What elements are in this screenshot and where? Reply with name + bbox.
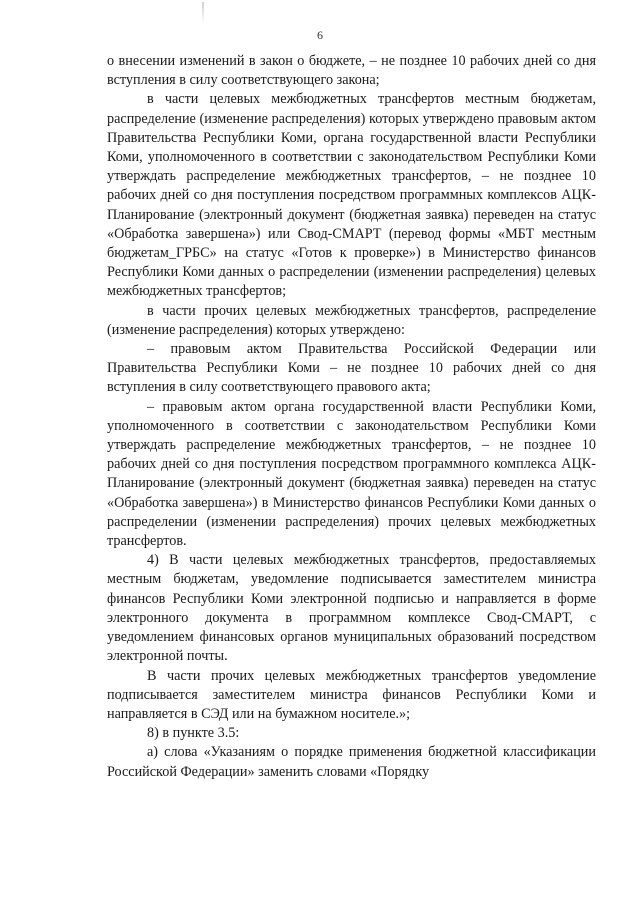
- paragraph-5: – правовым актом органа государственной власти Республики Коми, уполномоченного в соответствии с законодательством Республики Коми утверждать распределение межбюджетных трансфертов, – не позднее 10 рабочих дней со дня поступления посредством программного комплекса АЦК-Планирование (электронный документ (бюджетная заявка) переведен на статус «Обработка завершена») в Министерство финансов Республики Коми данных о распределении (изменении распределения) прочих целевых межбюджетных трансфертов.: [107, 398, 596, 550]
- paragraph-8: 8) в пункте 3.5:: [147, 725, 240, 742]
- paragraph-6: 4) В части целевых межбюджетных трансфертов, предоставляемых местным бюджетам, уведомление подписывается заместителем министра финансов Республики Коми электронной подписью и направляется в форме электронного документа в программном комплексе Свод-СМАРТ, с уведомлением финансовых органов муниципальных образований посредством электронной почты.: [107, 552, 596, 665]
- paragraph-3: в части прочих целевых межбюджетных трансфертов, распределение (изменение распределения) которых утверждено:: [107, 302, 596, 338]
- page-number: 6: [317, 28, 323, 42]
- paragraph-7: В части прочих целевых межбюджетных трансфертов уведомление подписывается заместителем министра финансов Республики Коми и направляется в СЭД или на бумажном носителе.»;: [107, 667, 596, 722]
- paragraph-1: о внесении изменений в закон о бюджете, – не позднее 10 рабочих дней со дня вступления в силу соответствующего закона;: [107, 53, 596, 89]
- paragraph-9: а) слова «Указаниям о порядке применения бюджетной классификации Российской Федерации» заменить словами «Порядку: [107, 744, 596, 780]
- paragraph-4: – правовым актом Правительства Российской Федерации или Правительства Республики Коми – не позднее 10 рабочих дней со дня вступления в силу соответствующего правового акта;: [107, 341, 596, 396]
- scan-artifact: [202, 2, 204, 24]
- paragraph-2: в части целевых межбюджетных трансфертов местным бюджетам, распределение (изменение распределения) которых утверждено правовым актом Правительства Республики Коми, органа государственной власти Республики Коми, уполномоченного в соответствии с законодательством Республики Коми утверждать распределение межбюджетных трансфертов, – не позднее 10 рабочих дней со дня поступления посредством программных комплексов АЦК-Планирование (электронный документ (бюджетная заявка) переведен на статус «Обработка завершена») или Свод-СМАРТ (перевод формы «МБТ местным бюджетам_ГРБС» на статус «Готов к проверке») в Министерство финансов Республики Коми данных о распределении (изменении распределения) целевых межбюджетных трансфертов;: [107, 91, 596, 300]
- document-body: [107, 52, 596, 782]
